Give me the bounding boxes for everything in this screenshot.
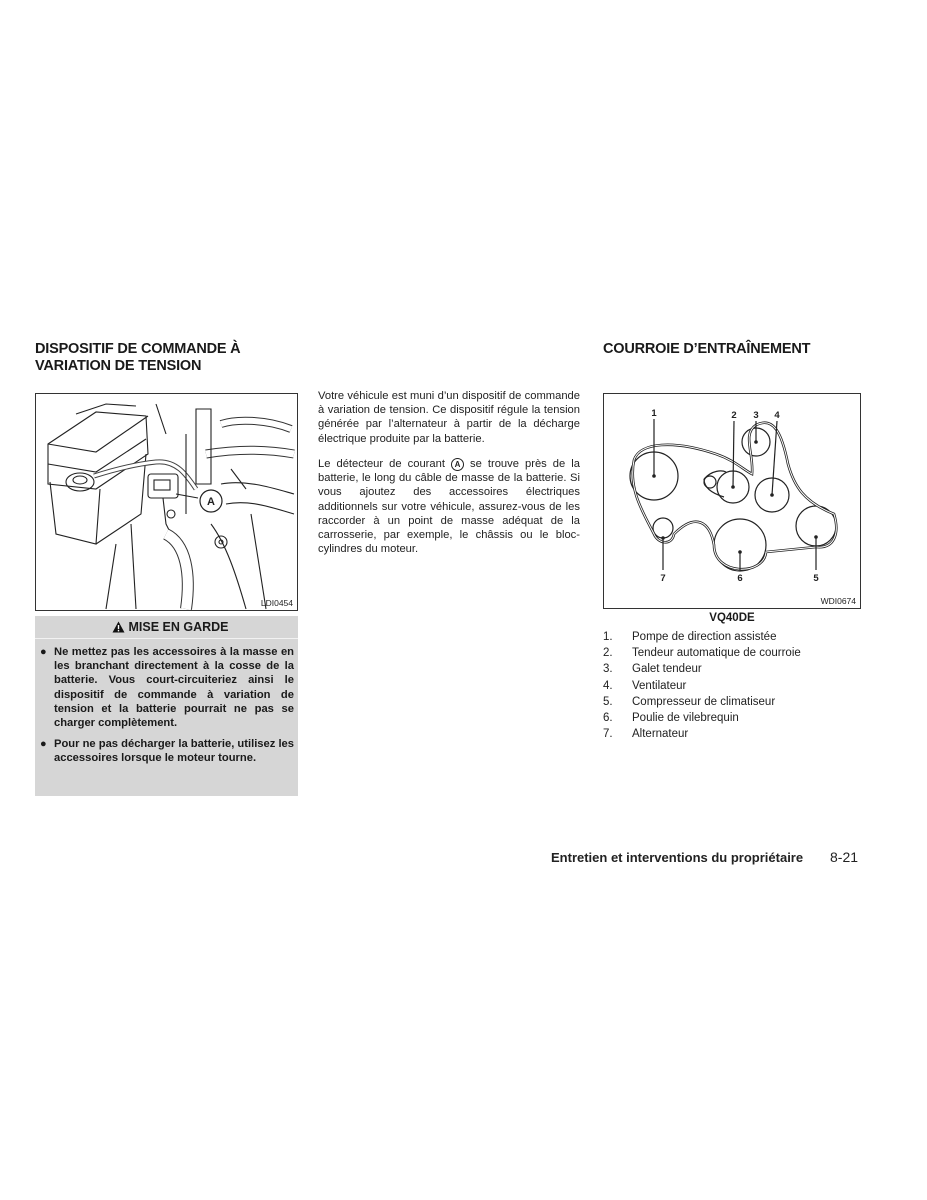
legend-number: 4. xyxy=(603,679,613,692)
belt-figure xyxy=(603,393,861,609)
warning-item-text: Ne mettez pas les accessoires à la masse en les branchant directement à la cosse de la batterie. Vous court-circuiteriez ainsi le dispositif de commande à variation de tension et la batterie pourrait ne pas se charger complètement. xyxy=(54,646,294,730)
legend-number: 1. xyxy=(603,631,613,643)
legend-text: Ventilateur xyxy=(632,679,687,692)
legend-number: 2. xyxy=(603,647,613,660)
bullet-icon: ● xyxy=(40,738,47,751)
legend-item xyxy=(603,678,801,694)
engine-illustration xyxy=(36,394,297,610)
paragraph-intro: Votre véhicule est muni d’un dispositif de commande à variation de tension. Ce dispositif régule la tension générée par l’alternateur à partir de la décharge électrique produite par la batterie. xyxy=(318,390,580,445)
legend-item xyxy=(603,645,801,661)
legend-text: Galet tendeur xyxy=(632,663,702,676)
paragraph-text: Le détecteur de courant xyxy=(318,458,451,470)
bullet-icon: ● xyxy=(40,646,47,658)
figure-caption: VQ40DE xyxy=(709,612,755,624)
paragraph-current-sensor xyxy=(318,457,580,556)
engine-figure xyxy=(35,393,298,611)
warning-box xyxy=(35,616,298,796)
figure-code: LDI0454 xyxy=(260,598,293,608)
legend-number: 7. xyxy=(603,728,613,741)
pulley-label-5: 5 xyxy=(813,573,819,584)
pulley-label-4: 4 xyxy=(774,410,780,421)
warning-item-text: Pour ne pas décharger la batterie, utilisez les accessoires lorsque le moteur tourne. xyxy=(54,738,294,765)
legend-text: Alternateur xyxy=(632,728,689,741)
legend-number: 3. xyxy=(603,663,613,676)
legend-list xyxy=(603,629,801,742)
pulley-label-6: 6 xyxy=(737,573,743,584)
legend-item xyxy=(603,726,801,742)
legend-number: 6. xyxy=(603,712,613,725)
page-number: 8-21 xyxy=(830,849,859,865)
pulley-label-1: 1 xyxy=(651,408,657,419)
callout-a-symbol: A xyxy=(451,458,464,471)
warning-header xyxy=(35,616,298,639)
warning-list xyxy=(35,639,298,766)
paragraph-text: se trouve près de la batterie, le long du câble de masse de la batterie. Si vous ajoutez des accessoires électriques additionnels sur votre véhicule, assurez-vous de les raccorder à un point de masse adéquat de la carrosserie, par exemple, le châssis ou le bloc-cylindres du moteur. xyxy=(318,458,580,556)
legend-text: Pompe de direction assistée xyxy=(632,631,777,643)
section-heading-voltage-control: DISPOSITIF DE COMMANDE À VARIATION DE TENSION xyxy=(35,341,241,374)
warning-title: MISE EN GARDE xyxy=(128,620,229,634)
legend-item xyxy=(603,710,801,726)
figure-callout-a: A xyxy=(207,496,215,508)
legend-item xyxy=(603,661,801,677)
pulley-label-2: 2 xyxy=(731,410,737,421)
pulley-label-7: 7 xyxy=(660,573,666,584)
footer-section-title: Entretien et interventions du propriétaire xyxy=(551,850,804,865)
legend-item xyxy=(603,694,801,710)
pulley-label-3: 3 xyxy=(753,410,759,421)
figure-code: WDI0674 xyxy=(820,596,856,606)
section-heading-drive-belt: COURROIE D’ENTRAÎNEMENT xyxy=(603,341,811,357)
legend-text: Compresseur de climatiseur xyxy=(632,695,776,708)
legend-item xyxy=(603,629,801,645)
warning-item xyxy=(39,645,294,730)
legend-text: Poulie de vilebrequin xyxy=(632,712,739,725)
legend-text: Tendeur automatique de courroie xyxy=(632,647,801,660)
belt-diagram xyxy=(604,394,860,608)
legend-number: 5. xyxy=(603,695,613,708)
warning-triangle-icon xyxy=(112,618,125,640)
warning-item xyxy=(39,737,294,765)
